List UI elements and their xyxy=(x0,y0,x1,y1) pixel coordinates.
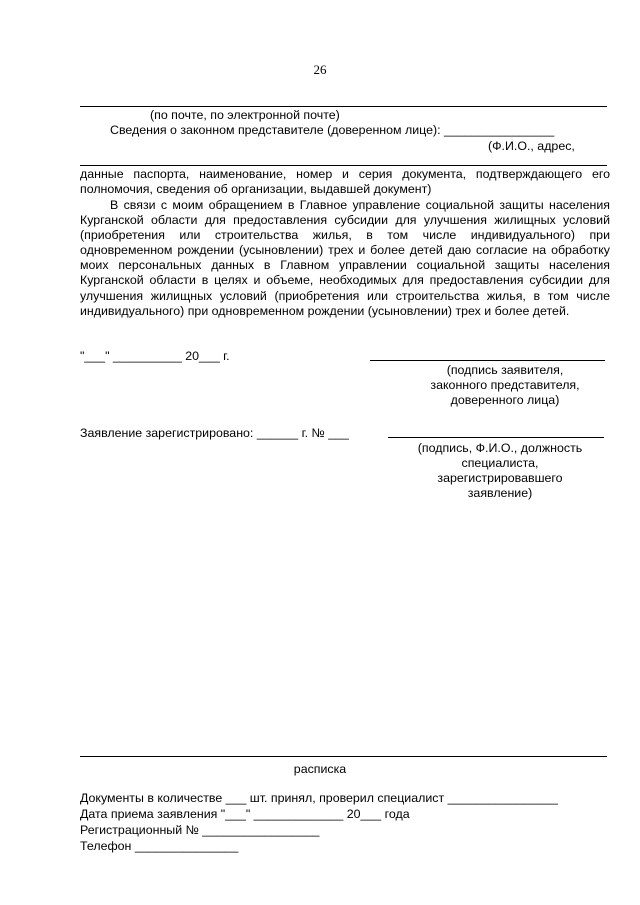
passport-note: данные паспорта, наименование, номер и серия документа, подтверждающего его полномочия, сведения об организации, выдавшей документ) xyxy=(80,167,610,197)
registered-label: Заявление зарегистрировано: ______ г. № ___ xyxy=(80,426,349,440)
signature-line xyxy=(370,360,605,361)
signature-caption-3: доверенного лица) xyxy=(450,393,560,407)
specialist-caption-1: (подпись, Ф.И.О., должность xyxy=(417,441,583,455)
receipt-divider xyxy=(80,756,607,757)
signature-caption-2: законного представителя, xyxy=(430,378,580,392)
specialist-caption-3: зарегистрировавшего xyxy=(437,471,563,485)
date-line: "___" __________ 20___ г. xyxy=(80,349,230,363)
fio-note: (Ф.И.О., адрес, xyxy=(488,139,575,153)
page-number: 26 xyxy=(313,62,327,77)
specialist-caption-4: заявление) xyxy=(467,486,533,500)
receipt-title: расписка xyxy=(293,762,347,776)
receipt-date-line: Дата приема заявления "___" _____________ 20___ года xyxy=(80,807,410,821)
receipt-documents-line: Документы в количестве ___ шт. принял, проверил специалист ________________ xyxy=(80,791,558,805)
signature-caption-1: (подпись заявителя, xyxy=(446,363,564,377)
consent-paragraph: В связи с моим обращением в Главное управление социальной защиты населения Курганской области для предоставления субсидии для улучшения жилищных условий (приобретения или строительства жилья, в том числе индивидуального) при одновременном рождении (усыновлении) трех и более детей даю согласие на обработку моих персональных данных в Главном управлении социальной защиты населения Курганской области в целях и объеме, необходимых для предоставления субсидии для улучшения жилищных условий (приобретения или строительства жилья, в том числе индивидуального) при одновременном рождении (усыновлении) трех и более детей. xyxy=(80,198,610,318)
receipt-phone-line: Телефон _______________ xyxy=(80,839,239,853)
receipt-registration-line: Регистрационный № _________________ xyxy=(80,823,320,837)
specialist-caption-2: специалиста, xyxy=(461,456,539,470)
mail-note: (по почте, по электронной почте) xyxy=(150,108,340,122)
top-divider xyxy=(80,106,607,107)
representative-divider xyxy=(80,165,607,166)
specialist-signature-line xyxy=(388,437,604,438)
representative-label: Сведения о законном представителе (доверенном лице): ________________ xyxy=(110,123,555,137)
